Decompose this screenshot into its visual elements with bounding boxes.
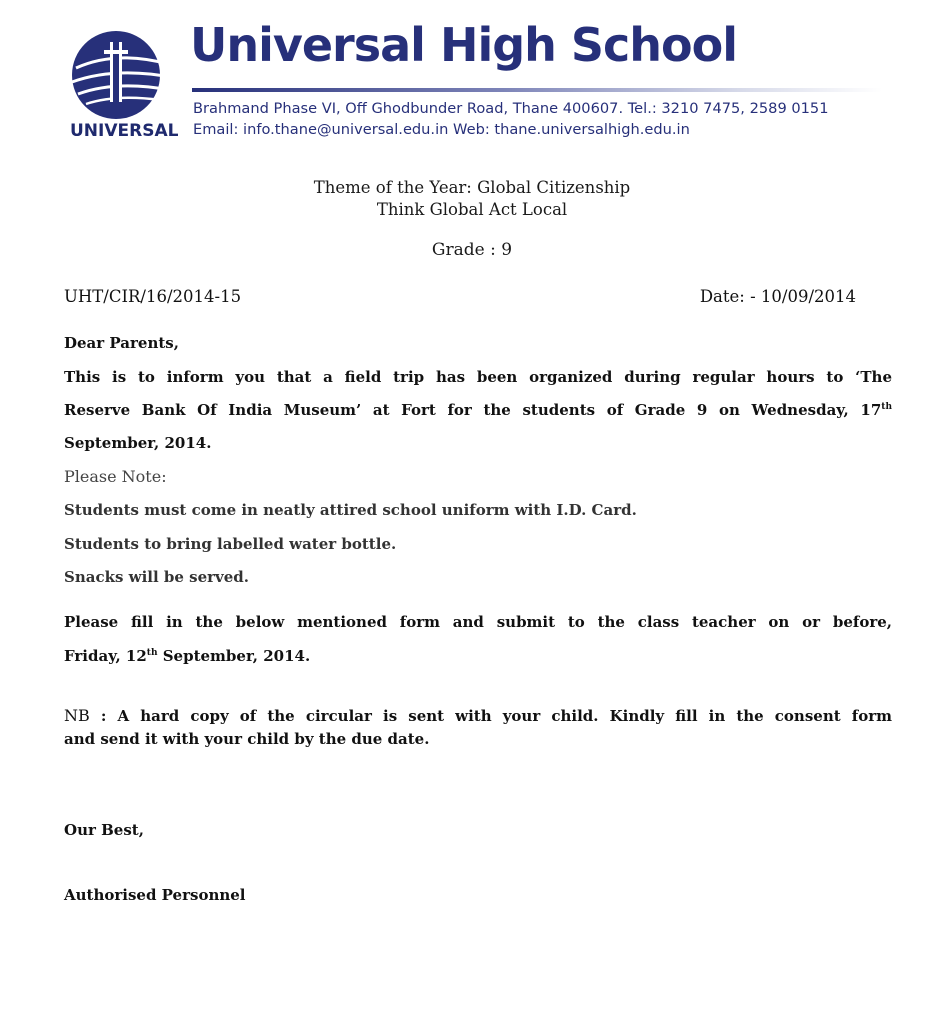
note-item: Snacks will be served. (64, 568, 249, 586)
circular-date: Date: - 10/09/2014 (699, 287, 856, 306)
intro-line-2-text: Reserve Bank Of India Museum’ at Fort for the students of Grade 9 on Wednesday, 17 (64, 401, 882, 419)
closing: Our Best, (64, 821, 144, 839)
nb-text: : A hard copy of the circular is sent with your child. Kindly fill in the consent form (89, 707, 892, 725)
motto: Think Global Act Local (376, 200, 568, 219)
nb-label: NB (64, 706, 90, 725)
intro-line-1: This is to inform you that a field trip has been organized during regular hours to ‘The (64, 368, 892, 386)
note-item: Students must come in neatly attired school uniform with I.D. Card. (64, 501, 637, 519)
form-request-month: September, 2014. (157, 647, 311, 665)
grade-heading: Grade : 9 (431, 240, 513, 260)
letterhead-divider (192, 88, 882, 92)
form-request-line-1: Please fill in the below mentioned form and submit to the class teacher on or before, (64, 613, 892, 631)
school-name: Universal High School (190, 18, 738, 72)
theme-of-year: Theme of the Year: Global Citizenship (313, 178, 631, 197)
logo-wordmark: UNIVERSAL (70, 121, 179, 141)
signatory: Authorised Personnel (64, 886, 246, 904)
intro-line-3: September, 2014. (64, 434, 212, 452)
intro-line-2 (64, 401, 892, 419)
ordinal-suffix: th (881, 402, 892, 412)
ordinal-suffix: th (146, 648, 158, 658)
school-contact: Email: info.thane@universal.edu.in Web: thane.universalhigh.edu.in (193, 121, 690, 138)
form-request-line-2 (64, 647, 892, 665)
note-item: Students to bring labelled water bottle. (64, 535, 397, 553)
salutation: Dear Parents, (64, 334, 179, 352)
nb-line-2: and send it with your child by the due date. (64, 730, 430, 748)
circular-reference: UHT/CIR/16/2014-15 (64, 287, 242, 306)
school-address: Brahmand Phase VI, Off Ghodbunder Road, Thane 400607. Tel.: 3210 7475, 2589 0151 (193, 100, 829, 117)
nb-line-1 (64, 706, 892, 725)
form-request-day: Friday, 12 (64, 647, 147, 665)
note-heading: Please Note: (64, 467, 167, 486)
